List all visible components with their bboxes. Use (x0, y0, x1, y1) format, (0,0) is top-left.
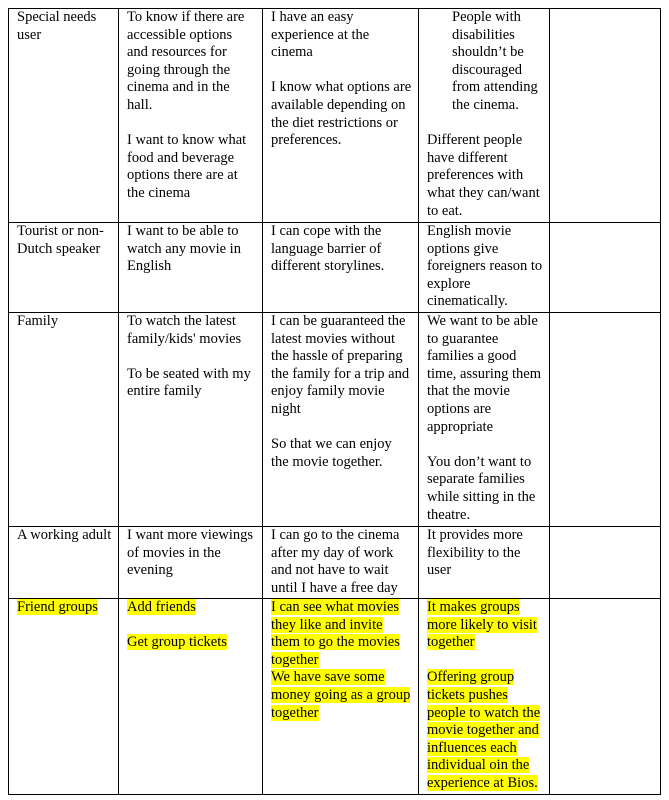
reason-cell: English movie options give foreigners reason to explore cinematically. (419, 223, 550, 313)
highlighted-text: Add friends (127, 599, 196, 615)
benefit-cell: I can go to the cinema after my day of work and not have to wait until I have a free day (263, 527, 419, 599)
persona-cell: A working adult (9, 527, 119, 599)
notes-cell (550, 599, 661, 795)
highlighted-text: Friend groups (17, 599, 98, 615)
notes-cell (550, 527, 661, 599)
table-row (9, 313, 661, 527)
reason-cell (419, 599, 550, 795)
table-row (9, 599, 661, 795)
persona-cell: Special needs user (9, 9, 119, 223)
persona-cell: Tourist or non-Dutch speaker (9, 223, 119, 313)
notes-cell (550, 313, 661, 527)
want-cell (119, 599, 263, 795)
persona-cell (9, 599, 119, 795)
benefit-cell (263, 599, 419, 795)
reason-cell: People with disabilities shouldn’t be discouraged from attending the cinema. Different people have different preferences with what they can/want to eat. (419, 9, 550, 223)
highlighted-text: Get group tickets (127, 634, 227, 651)
benefit-cell: I can be guaranteed the latest movies without the hassle of preparing the family for a trip and enjoy family movie night So that we can enjoy the movie together. (263, 313, 419, 527)
table-row (9, 9, 661, 223)
highlighted-text: We have save some money going as a group together (271, 669, 411, 721)
persona-cell: Family (9, 313, 119, 527)
benefit-cell: I can cope with the language barrier of different storylines. (263, 223, 419, 313)
benefit-cell: I have an easy experience at the cinema I know what options are available depending on the diet restrictions or preferences. (263, 9, 419, 223)
reason-cell: We want to be able to guarantee families a good time, assuring them that the movie options are appropriate You don’t want to separate families while sitting in the theatre. (419, 313, 550, 527)
highlighted-text: Offering group tickets pushes people to watch the movie together and influences each individual oin the experience at Bios. (427, 669, 541, 791)
want-cell: To know if there are accessible options and resources for going through the cinema and in the hall. I want to know what food and beverage options there are at the cinema (119, 9, 263, 223)
notes-cell (550, 223, 661, 313)
user-stories-table (8, 8, 661, 795)
want-cell: To watch the latest family/kids' movies To be seated with my entire family (119, 313, 263, 527)
reason-cell: It provides more flexibility to the user (419, 527, 550, 599)
highlighted-text: I can see what movies they like and invite them to go the movies together (271, 599, 400, 668)
table-row (9, 527, 661, 599)
highlighted-text: It makes groups more likely to visit together (427, 599, 537, 651)
want-cell: I want to be able to watch any movie in English (119, 223, 263, 313)
table-row (9, 223, 661, 313)
want-cell: I want more viewings of movies in the evening (119, 527, 263, 599)
notes-cell (550, 9, 661, 223)
